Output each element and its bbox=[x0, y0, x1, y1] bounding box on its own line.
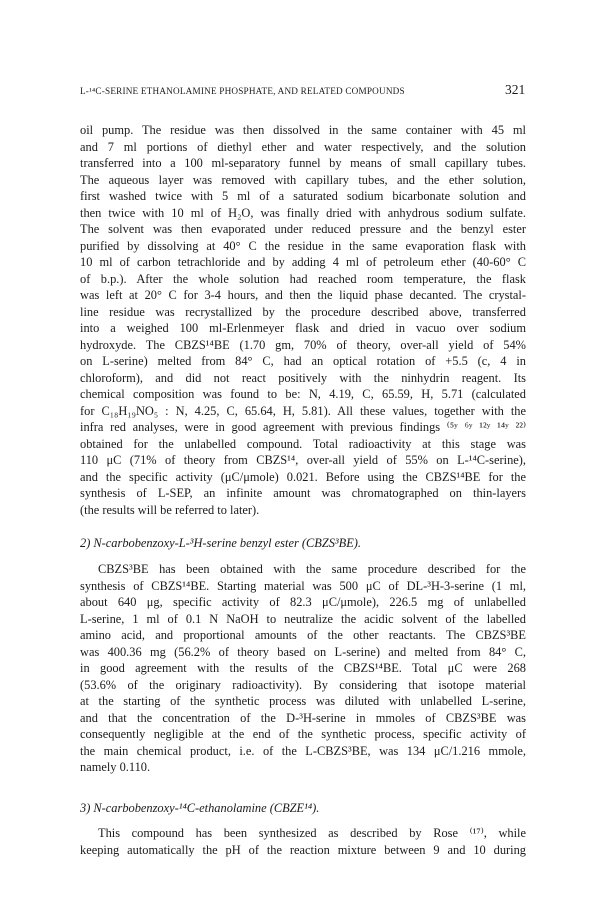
text-line: keeping automatically the pH of the reaction mixture between 9 and 10 during bbox=[80, 842, 526, 857]
text-line: (the results will be referred to later). bbox=[80, 502, 260, 517]
text-line: chemical composition was found to be: N, 4.19, C, 65.59, H, 5.71 (calculated bbox=[80, 387, 526, 401]
text-line: L-serine, 1 ml of 0.1 N NaOH to neutralize the acidic solvent of the labelled bbox=[80, 611, 526, 626]
text-line: about 640 μg, specific activity of 82.3 μC/μmole), 226.5 mg of unlabelled bbox=[80, 595, 526, 609]
running-head-title: L-¹⁴C-SERINE ETHANOLAMINE PHOSPHATE, AND RELATED COMPOUNDS bbox=[80, 86, 405, 96]
text-line: transferred into a 100 ml-separatory funnel by means of small capillary tubes. bbox=[80, 156, 526, 170]
text-line: was left at 20° C for 3-4 hours, and then the liquid phase decanted. The crystal- bbox=[80, 288, 526, 302]
text-line: chloroform), and did not react positively with the ninhydrin reagent. Its bbox=[80, 370, 526, 385]
text-line: consequently negligible at the end of the synthetic process, specific activity of bbox=[80, 727, 526, 741]
text-line: oil pump. The residue was then dissolved in the same container with 45 ml bbox=[80, 123, 526, 137]
text-line: and that the concentration of the D-³H-serine in mmoles of CBZS³BE was bbox=[80, 710, 526, 725]
text-line: obtained for the unlabelled compound. Total radioactivity at this stage was bbox=[80, 436, 526, 451]
text-line: of b.p.). After the whole solution had reached room temperature, the flask bbox=[80, 271, 526, 286]
text-line: This compound has been synthesized as described by Rose ⁽¹⁷⁾, while bbox=[98, 826, 526, 840]
section-heading-3: 3) N-carbobenzoxy-¹⁴C-ethanolamine (CBZE¹⁴). bbox=[80, 801, 320, 815]
text-line: The solvent was then evaporated under reduced pressure and the benzyl ester bbox=[80, 222, 526, 236]
text-line: line residue was recrystallized by the procedure described above, transferred bbox=[80, 304, 526, 319]
text-line: CBZS³BE has been obtained with the same procedure described for the bbox=[98, 562, 526, 576]
text-line: namely 0.110. bbox=[80, 760, 151, 774]
body-paragraph-3 bbox=[80, 825, 526, 858]
text-line: infra red analyses, were in good agreement with previous findings ⁽⁵ʸ ⁶ʸ ¹²ʸ ¹⁴ʸ ²²⁾ bbox=[80, 420, 526, 434]
text-line: on L-serine) melted from 84° C, had an optical rotation of +5.5 (c, 4 in bbox=[80, 354, 526, 368]
text-line: was 400.36 mg (56.2% of theory based on L-serine) and melted from 84° C, bbox=[80, 644, 526, 659]
text-line: hydroxyde. The CBZS¹⁴BE (1.70 gm, 70% of theory, over-all yield of 54% bbox=[80, 337, 526, 352]
text-line: (53.6% of the originary radioactivity). By considering that isotope material bbox=[80, 677, 526, 692]
body-paragraph-2 bbox=[80, 561, 526, 776]
section-heading-2: 2) N-carbobenzoxy-L-³H-serine benzyl ester (CBZS³BE). bbox=[80, 536, 361, 550]
page-number: 321 bbox=[505, 82, 526, 97]
text-line: 10 ml of carbon tetrachloride and by adding 4 ml of petroleum ether (40-60° C bbox=[80, 255, 526, 269]
text-line: first washed twice with 5 ml of a saturated sodium bicarbonate solution and bbox=[80, 189, 526, 203]
text-line: into a weighed 100 ml-Erlenmeyer flask and dried in vacuo over sodium bbox=[80, 321, 526, 335]
text-line: The aqueous layer was removed with capillary tubes, and the ether solution, bbox=[80, 172, 526, 187]
text-line: amino acid, and proportional amounts of the other reactants. The CBZS³BE bbox=[80, 628, 526, 642]
text-line: synthesis of CBZS¹⁴BE. Starting material was 500 μC of DL-³H-3-serine (1 ml, bbox=[80, 578, 526, 593]
text-line: for C₁₈H₁₉NO₅ : N, 4.25, C, 65.64, H, 5.81). All these values, together with the bbox=[80, 403, 526, 418]
text-line: and 7 ml portions of diethyl ether and water respectively, and the solution bbox=[80, 139, 526, 154]
body-paragraph-1 bbox=[80, 122, 526, 518]
text-line: the main chemical product, i.e. of the L-CBZS³BE, was 134 μC/1.216 mmole, bbox=[80, 743, 526, 758]
text-line: at the starting of the synthetic process was diluted with unlabelled L-serine, bbox=[80, 694, 526, 708]
text-line: and the specific activity (μC/μmole) 0.021. Before using the CBZS¹⁴BE for the bbox=[80, 469, 526, 484]
text-line: purified by dissolving at 40° C the residue in the same evaporation flask with bbox=[80, 238, 526, 253]
text-line: 110 μC (71% of theory from CBZS¹⁴, over-all yield of 55% on L-¹⁴C-serine), bbox=[80, 453, 526, 467]
text-line: in good agreement with the results of the CBZS¹⁴BE. Total μC were 268 bbox=[80, 661, 526, 675]
text-line: then twice with 10 ml of H₂O, was finally dried with anhydrous sodium sulfate. bbox=[80, 205, 526, 220]
text-line: synthesis of L-SEP, an infinite amount was chromatographed on thin-layers bbox=[80, 486, 526, 500]
